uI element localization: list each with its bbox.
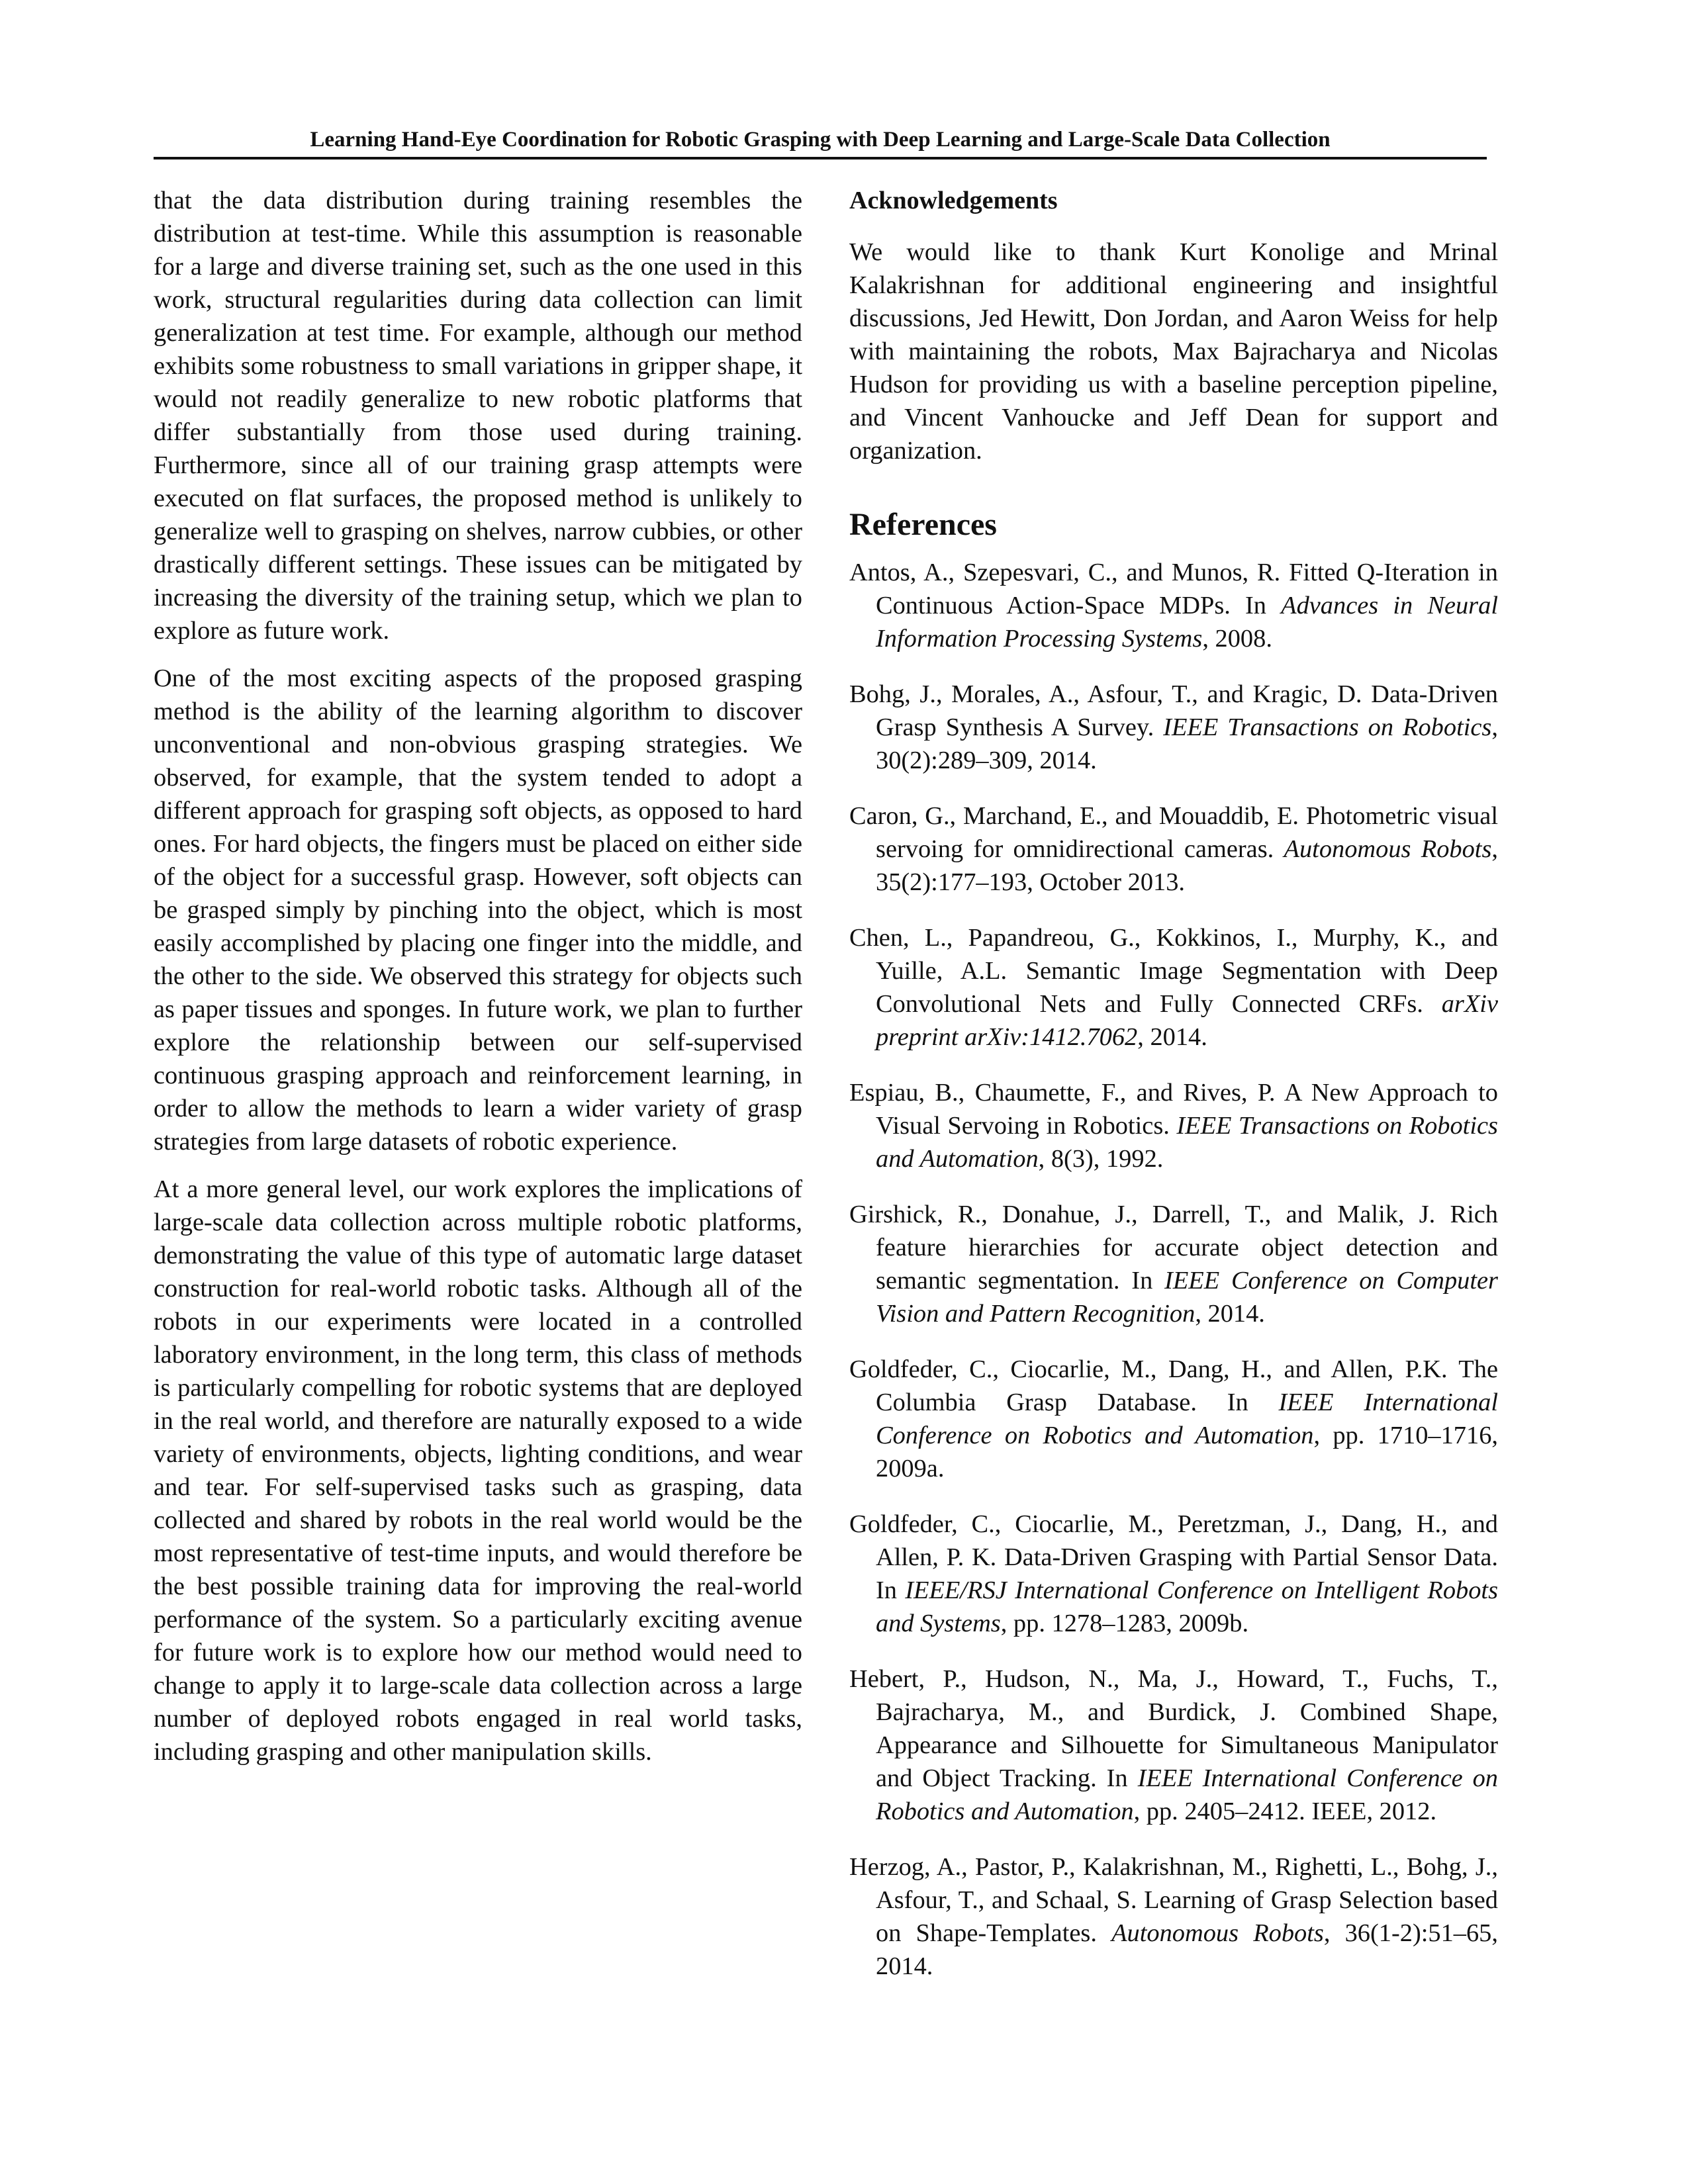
reference-authors-title: Espiau, B., Chaumette, F., and Rives, P. A New Approach to Visual Servoing in Robotics.	[849, 1079, 1498, 1140]
reference-entry	[849, 799, 1498, 899]
acknowledgements-text: We would like to thank Kurt Konolige and Mrinal Kalakrishnan for additional engineering and insightful discussions, Jed Hewitt, Don Jordan, and Aaron Weiss for help with maintaining the robots, Max Bajracharya and Nicolas Hudson for providing us with a baseline perception pipeline, and Vincent Vanhoucke and Jeff Dean for support and organization.	[849, 238, 1498, 465]
reference-venue: Advances in Neural Information Processing Systems	[876, 592, 1498, 653]
reference-authors-title: Hebert, P., Hudson, N., Ma, J., Howard, T., Fuchs, T., Bajracharya, M., and Burdick, J. Combined Shape, Appearance and Silhouette for Simultaneous Manipulator and Object Tracking. In	[849, 1665, 1498, 1792]
reference-details: , 2008.	[1202, 625, 1272, 653]
reference-details: , 2014.	[1137, 1023, 1207, 1051]
reference-authors-title: Goldfeder, C., Ciocarlie, M., Peretzman, J., Dang, H., and Allen, P. K. Data-Driven Grasping with Partial Sensor Data. In	[849, 1510, 1498, 1604]
reference-venue: IEEE International Conference on Robotics and Automation	[876, 1388, 1498, 1449]
reference-entry	[849, 1076, 1498, 1175]
body-paragraph: At a more general level, our work explores the implications of large-scale data collection across multiple robotic platforms, demonstrating the value of this type of automatic large dataset construction for real-world robotic tasks. Although all of the robots in our experiments were located in a controlled laboratory environment, in the long term, this class of methods is particularly compelling for robotic systems that are deployed in the real world, and therefore are naturally exposed to a wide variety of environments, objects, lighting conditions, and wear and tear. For self-supervised tasks such as grasping, data collected and shared by robots in the real world would be the most representative of test-time inputs, and would therefore be the best possible training data for improving the real-world performance of the system. So a particularly exciting avenue for future work is to explore how our method would need to change to apply it to large-scale data collection across a large number of deployed robots engaged in real world tasks, including grasping and other manipulation skills.	[154, 1175, 802, 1766]
reference-details: , 2014.	[1195, 1300, 1265, 1328]
reference-authors-title: Caron, G., Marchand, E., and Mouaddib, E. Photometric visual servoing for omnidirectional cameras.	[849, 802, 1498, 863]
reference-authors-title: Bohg, J., Morales, A., Asfour, T., and Kragic, D. Data-Driven Grasp Synthesis A Survey.	[849, 680, 1498, 741]
reference-entry	[849, 921, 1498, 1054]
body-paragraph: that the data distribution during training resembles the distribution at test-time. While this assumption is reasonable for a large and diverse training set, such as the one used in this work, structural regularities during data collection can limit generalization at test time. For example, although our method exhibits some robustness to small variations in gripper shape, it would not readily generalize to new robotic platforms that differ substantially from those used during training. Furthermore, since all of our training grasp attempts were executed on flat surfaces, the proposed method is unlikely to generalize well to grasping on shelves, narrow cubbies, or other drastically different settings. These issues can be mitigated by increasing the diversity of the training setup, which we plan to explore as future work.	[154, 187, 802, 645]
reference-authors-title: Goldfeder, C., Ciocarlie, M., Dang, H., and Allen, P.K. The Columbia Grasp Database. In	[849, 1355, 1498, 1416]
reference-details: , 8(3), 1992.	[1038, 1145, 1164, 1173]
reference-venue: Autonomous Robots	[1111, 1919, 1324, 1947]
reference-entry	[849, 1850, 1498, 1983]
reference-venue: IEEE Transactions on Robotics and Automation	[876, 1112, 1498, 1173]
body-paragraph: One of the most exciting aspects of the proposed grasping method is the ability of the learning algorithm to discover unconventional and non-obvious grasping strategies. We observed, for example, that the system tended to adopt a different approach for grasping soft objects, as opposed to hard ones. For hard objects, the fingers must be placed on either side of the object for a successful grasp. However, soft objects can be grasped simply by pinching into the object, which is most easily accomplished by placing one finger into the middle, and the other to the side. We observed this strategy for objects such as paper tissues and sponges. In future work, we plan to further explore the relationship between our self-supervised continuous grasping approach and reinforcement learning, in order to allow the methods to learn a wider variety of grasp strategies from large datasets of robotic experience.	[154, 664, 802, 1156]
reference-entry	[849, 1353, 1498, 1485]
reference-venue: Autonomous Robots	[1284, 835, 1492, 863]
reference-entry	[849, 1662, 1498, 1828]
reference-details: , pp. 1278–1283, 2009b.	[1000, 1610, 1249, 1637]
reference-venue: IEEE Transactions on Robotics	[1163, 713, 1492, 741]
reference-entry	[849, 678, 1498, 777]
header-rule	[154, 157, 1487, 159]
reference-authors-title: Girshick, R., Donahue, J., Darrell, T., and Malik, J. Rich feature hierarchies for accurate object detection and semantic segmentation. In	[849, 1201, 1498, 1295]
reference-venue: IEEE Conference on Computer Vision and Pattern Recognition	[876, 1267, 1498, 1328]
acknowledgements-heading: Acknowledgements	[849, 187, 1058, 214]
running-header: Learning Hand-Eye Coordination for Robotic Grasping with Deep Learning and Large-Scale Data Collection	[310, 128, 1331, 152]
reference-details: , 36(1-2):51–65, 2014.	[876, 1919, 1498, 1980]
reference-entry	[849, 1198, 1498, 1330]
reference-authors-title: Chen, L., Papandreou, G., Kokkinos, I., Murphy, K., and Yuille, A.L. Semantic Image Segmentation with Deep Convolutional Nets and Fully Connected CRFs.	[849, 924, 1498, 1018]
reference-entry	[849, 556, 1498, 655]
right-column	[849, 184, 1498, 2005]
reference-venue: IEEE/RSJ International Conference on Intelligent Robots and Systems	[876, 1576, 1499, 1637]
reference-venue: IEEE International Conference on Robotics and Automation	[876, 1764, 1498, 1825]
left-column	[154, 184, 802, 1783]
reference-list	[849, 556, 1498, 1983]
reference-authors-title: Antos, A., Szepesvari, C., and Munos, R. Fitted Q-Iteration in Continuous Action-Space MDPs. In	[849, 559, 1498, 619]
reference-authors-title: Herzog, A., Pastor, P., Kalakrishnan, M., Righetti, L., Bohg, J., Asfour, T., and Schaal, S. Learning of Grasp Selection based on Shape-Templates.	[849, 1853, 1498, 1947]
references-heading: References	[849, 507, 997, 542]
reference-entry	[849, 1508, 1498, 1640]
reference-details: , pp. 1710–1716, 2009a.	[876, 1422, 1498, 1482]
reference-details: , 35(2):177–193, October 2013.	[876, 835, 1498, 896]
reference-details: , pp. 2405–2412. IEEE, 2012.	[1133, 1797, 1437, 1825]
reference-details: , 30(2):289–309, 2014.	[876, 713, 1498, 774]
reference-venue: arXiv preprint arXiv:1412.7062	[876, 990, 1498, 1051]
